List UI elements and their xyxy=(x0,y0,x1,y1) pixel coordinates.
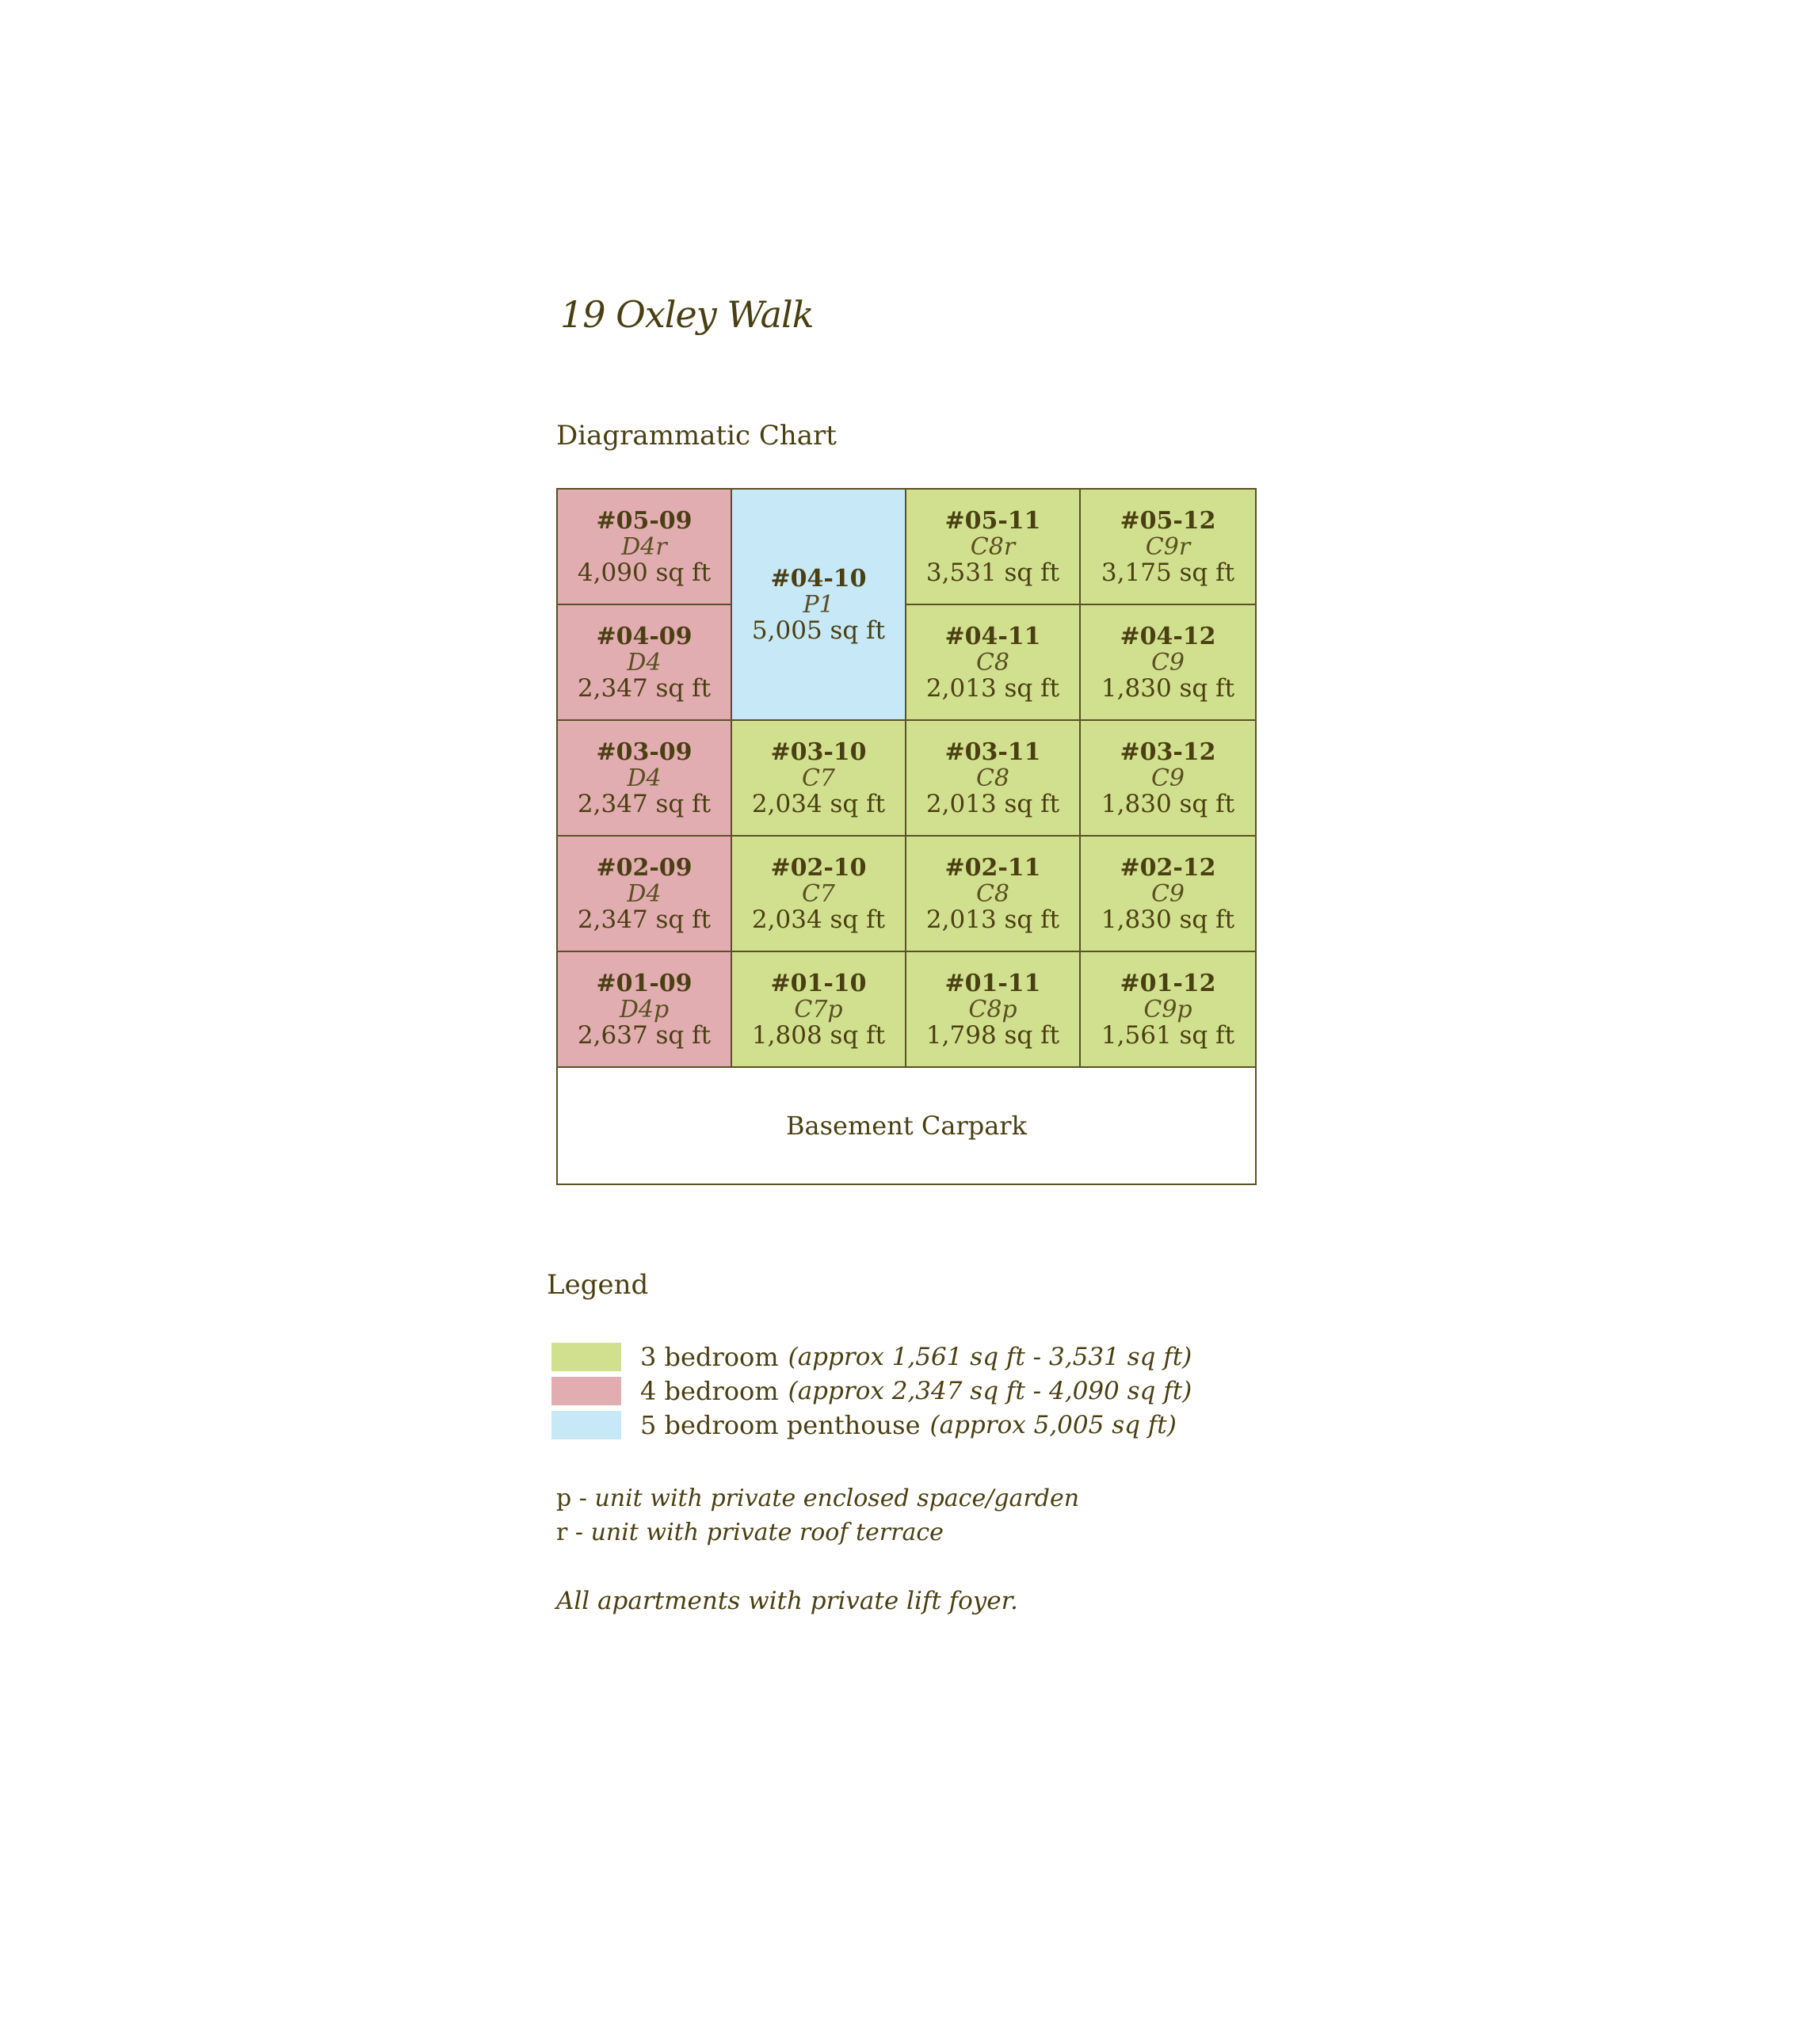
unit-cell-03-11 xyxy=(906,721,1081,837)
unit-type: D4 xyxy=(627,879,662,908)
legend-swatch-pink xyxy=(551,1377,621,1405)
unit-cell-05-11 xyxy=(906,490,1081,605)
unit-number: #04-12 xyxy=(1120,622,1216,650)
unit-area: 2,347 sq ft xyxy=(577,789,712,818)
unit-area: 2,034 sq ft xyxy=(751,905,886,934)
unit-area: 2,347 sq ft xyxy=(577,905,712,934)
page-title: 19 Oxley Walk xyxy=(560,293,814,336)
legend-title: Legend xyxy=(547,1269,649,1301)
unit-cell-03-10 xyxy=(732,721,906,837)
unit-type: D4r xyxy=(621,532,667,561)
basement-carpark: Basement Carpark xyxy=(558,1068,1255,1184)
legend-item-4-bedroom xyxy=(551,1376,1192,1406)
unit-type: P1 xyxy=(803,590,834,619)
unit-number: #01-11 xyxy=(944,969,1041,997)
legend-label: 5 bedroom penthouse xyxy=(640,1410,921,1440)
unit-number: #02-12 xyxy=(1120,853,1216,882)
chart-subtitle: Diagrammatic Chart xyxy=(556,420,837,452)
legend-range: (approx 5,005 sq ft) xyxy=(929,1411,1177,1439)
unit-type: D4 xyxy=(627,648,662,677)
legend-range: (approx 1,561 sq ft - 3,531 sq ft) xyxy=(788,1343,1192,1371)
legend-item-3-bedroom xyxy=(551,1342,1192,1372)
unit-number: #04-09 xyxy=(596,622,693,650)
unit-cell-02-11 xyxy=(906,837,1081,952)
legend-swatch-green xyxy=(551,1343,621,1371)
unit-area: 4,090 sq ft xyxy=(577,558,712,587)
legend-range: (approx 2,347 sq ft - 4,090 sq ft) xyxy=(788,1377,1192,1405)
unit-number: #04-11 xyxy=(944,622,1041,650)
unit-number: #05-12 xyxy=(1120,506,1216,535)
unit-cell-01-10 xyxy=(732,952,906,1068)
unit-area: 2,034 sq ft xyxy=(751,789,886,818)
note-p xyxy=(556,1485,1079,1512)
unit-area: 1,798 sq ft xyxy=(925,1020,1060,1050)
unit-number: #05-11 xyxy=(944,506,1041,535)
unit-number: #04-10 xyxy=(770,564,867,593)
unit-type: C9 xyxy=(1150,764,1185,792)
footer-note: All apartments with private lift foyer. xyxy=(556,1587,1018,1615)
unit-number: #01-12 xyxy=(1120,969,1216,997)
unit-number: #02-09 xyxy=(596,853,693,882)
note-description: unit with private roof terrace xyxy=(590,1519,944,1546)
unit-cell-04-11 xyxy=(906,605,1081,721)
unit-type: C8 xyxy=(975,764,1010,792)
unit-type: C9 xyxy=(1150,648,1185,677)
unit-number: #05-09 xyxy=(596,506,693,535)
unit-number: #03-10 xyxy=(770,738,867,766)
unit-number: #01-10 xyxy=(770,969,867,997)
unit-type: C7 xyxy=(801,879,836,908)
unit-number: #02-10 xyxy=(770,853,867,882)
unit-type: C7 xyxy=(801,764,836,792)
unit-type: C9 xyxy=(1150,879,1185,908)
unit-area: 5,005 sq ft xyxy=(751,616,886,645)
note-r xyxy=(556,1519,944,1546)
unit-area: 2,637 sq ft xyxy=(577,1020,712,1050)
unit-cell-01-12 xyxy=(1081,952,1255,1068)
legend-label: 4 bedroom xyxy=(640,1376,779,1406)
unit-type: C9p xyxy=(1143,995,1192,1024)
legend-item-5-bedroom-penthouse xyxy=(551,1410,1177,1440)
unit-type: C8r xyxy=(970,532,1016,561)
unit-type: C7p xyxy=(794,995,843,1024)
unit-area: 1,561 sq ft xyxy=(1101,1020,1235,1050)
unit-cell-05-12 xyxy=(1081,490,1255,605)
unit-area: 1,830 sq ft xyxy=(1101,673,1235,703)
legend-label: 3 bedroom xyxy=(640,1342,779,1372)
unit-area: 2,347 sq ft xyxy=(577,673,712,703)
unit-cell-04-09 xyxy=(558,605,732,721)
unit-type: C8 xyxy=(975,879,1010,908)
unit-number: #03-09 xyxy=(596,738,693,766)
unit-type: D4p xyxy=(619,995,670,1024)
legend-swatch-blue xyxy=(551,1411,621,1439)
note-code: p - xyxy=(556,1485,587,1512)
unit-type: C8 xyxy=(975,648,1010,677)
unit-type: C8p xyxy=(968,995,1017,1024)
unit-number: #03-12 xyxy=(1120,738,1216,766)
unit-number: #03-11 xyxy=(944,738,1041,766)
diagrammatic-chart xyxy=(556,488,1257,1185)
unit-cell-05-09 xyxy=(558,490,732,605)
unit-area: 1,808 sq ft xyxy=(751,1020,886,1050)
unit-type: C9r xyxy=(1145,532,1191,561)
unit-number: #02-11 xyxy=(944,853,1041,882)
unit-area: 1,830 sq ft xyxy=(1101,789,1235,818)
unit-cell-01-11 xyxy=(906,952,1081,1068)
unit-area: 2,013 sq ft xyxy=(925,673,1060,703)
unit-area: 2,013 sq ft xyxy=(925,905,1060,934)
unit-cell-03-09 xyxy=(558,721,732,837)
unit-area: 1,830 sq ft xyxy=(1101,905,1235,934)
unit-area: 3,175 sq ft xyxy=(1101,558,1235,587)
unit-cell-04-10 xyxy=(732,490,906,721)
unit-cell-04-12 xyxy=(1081,605,1255,721)
note-description: unit with private enclosed space/garden xyxy=(594,1485,1080,1512)
unit-cell-03-12 xyxy=(1081,721,1255,837)
unit-cell-02-10 xyxy=(732,837,906,952)
unit-cell-02-12 xyxy=(1081,837,1255,952)
unit-number: #01-09 xyxy=(596,969,693,997)
unit-cell-02-09 xyxy=(558,837,732,952)
note-code: r - xyxy=(556,1519,584,1546)
unit-area: 2,013 sq ft xyxy=(925,789,1060,818)
unit-type: D4 xyxy=(627,764,662,792)
unit-cell-01-09 xyxy=(558,952,732,1068)
unit-area: 3,531 sq ft xyxy=(925,558,1060,587)
